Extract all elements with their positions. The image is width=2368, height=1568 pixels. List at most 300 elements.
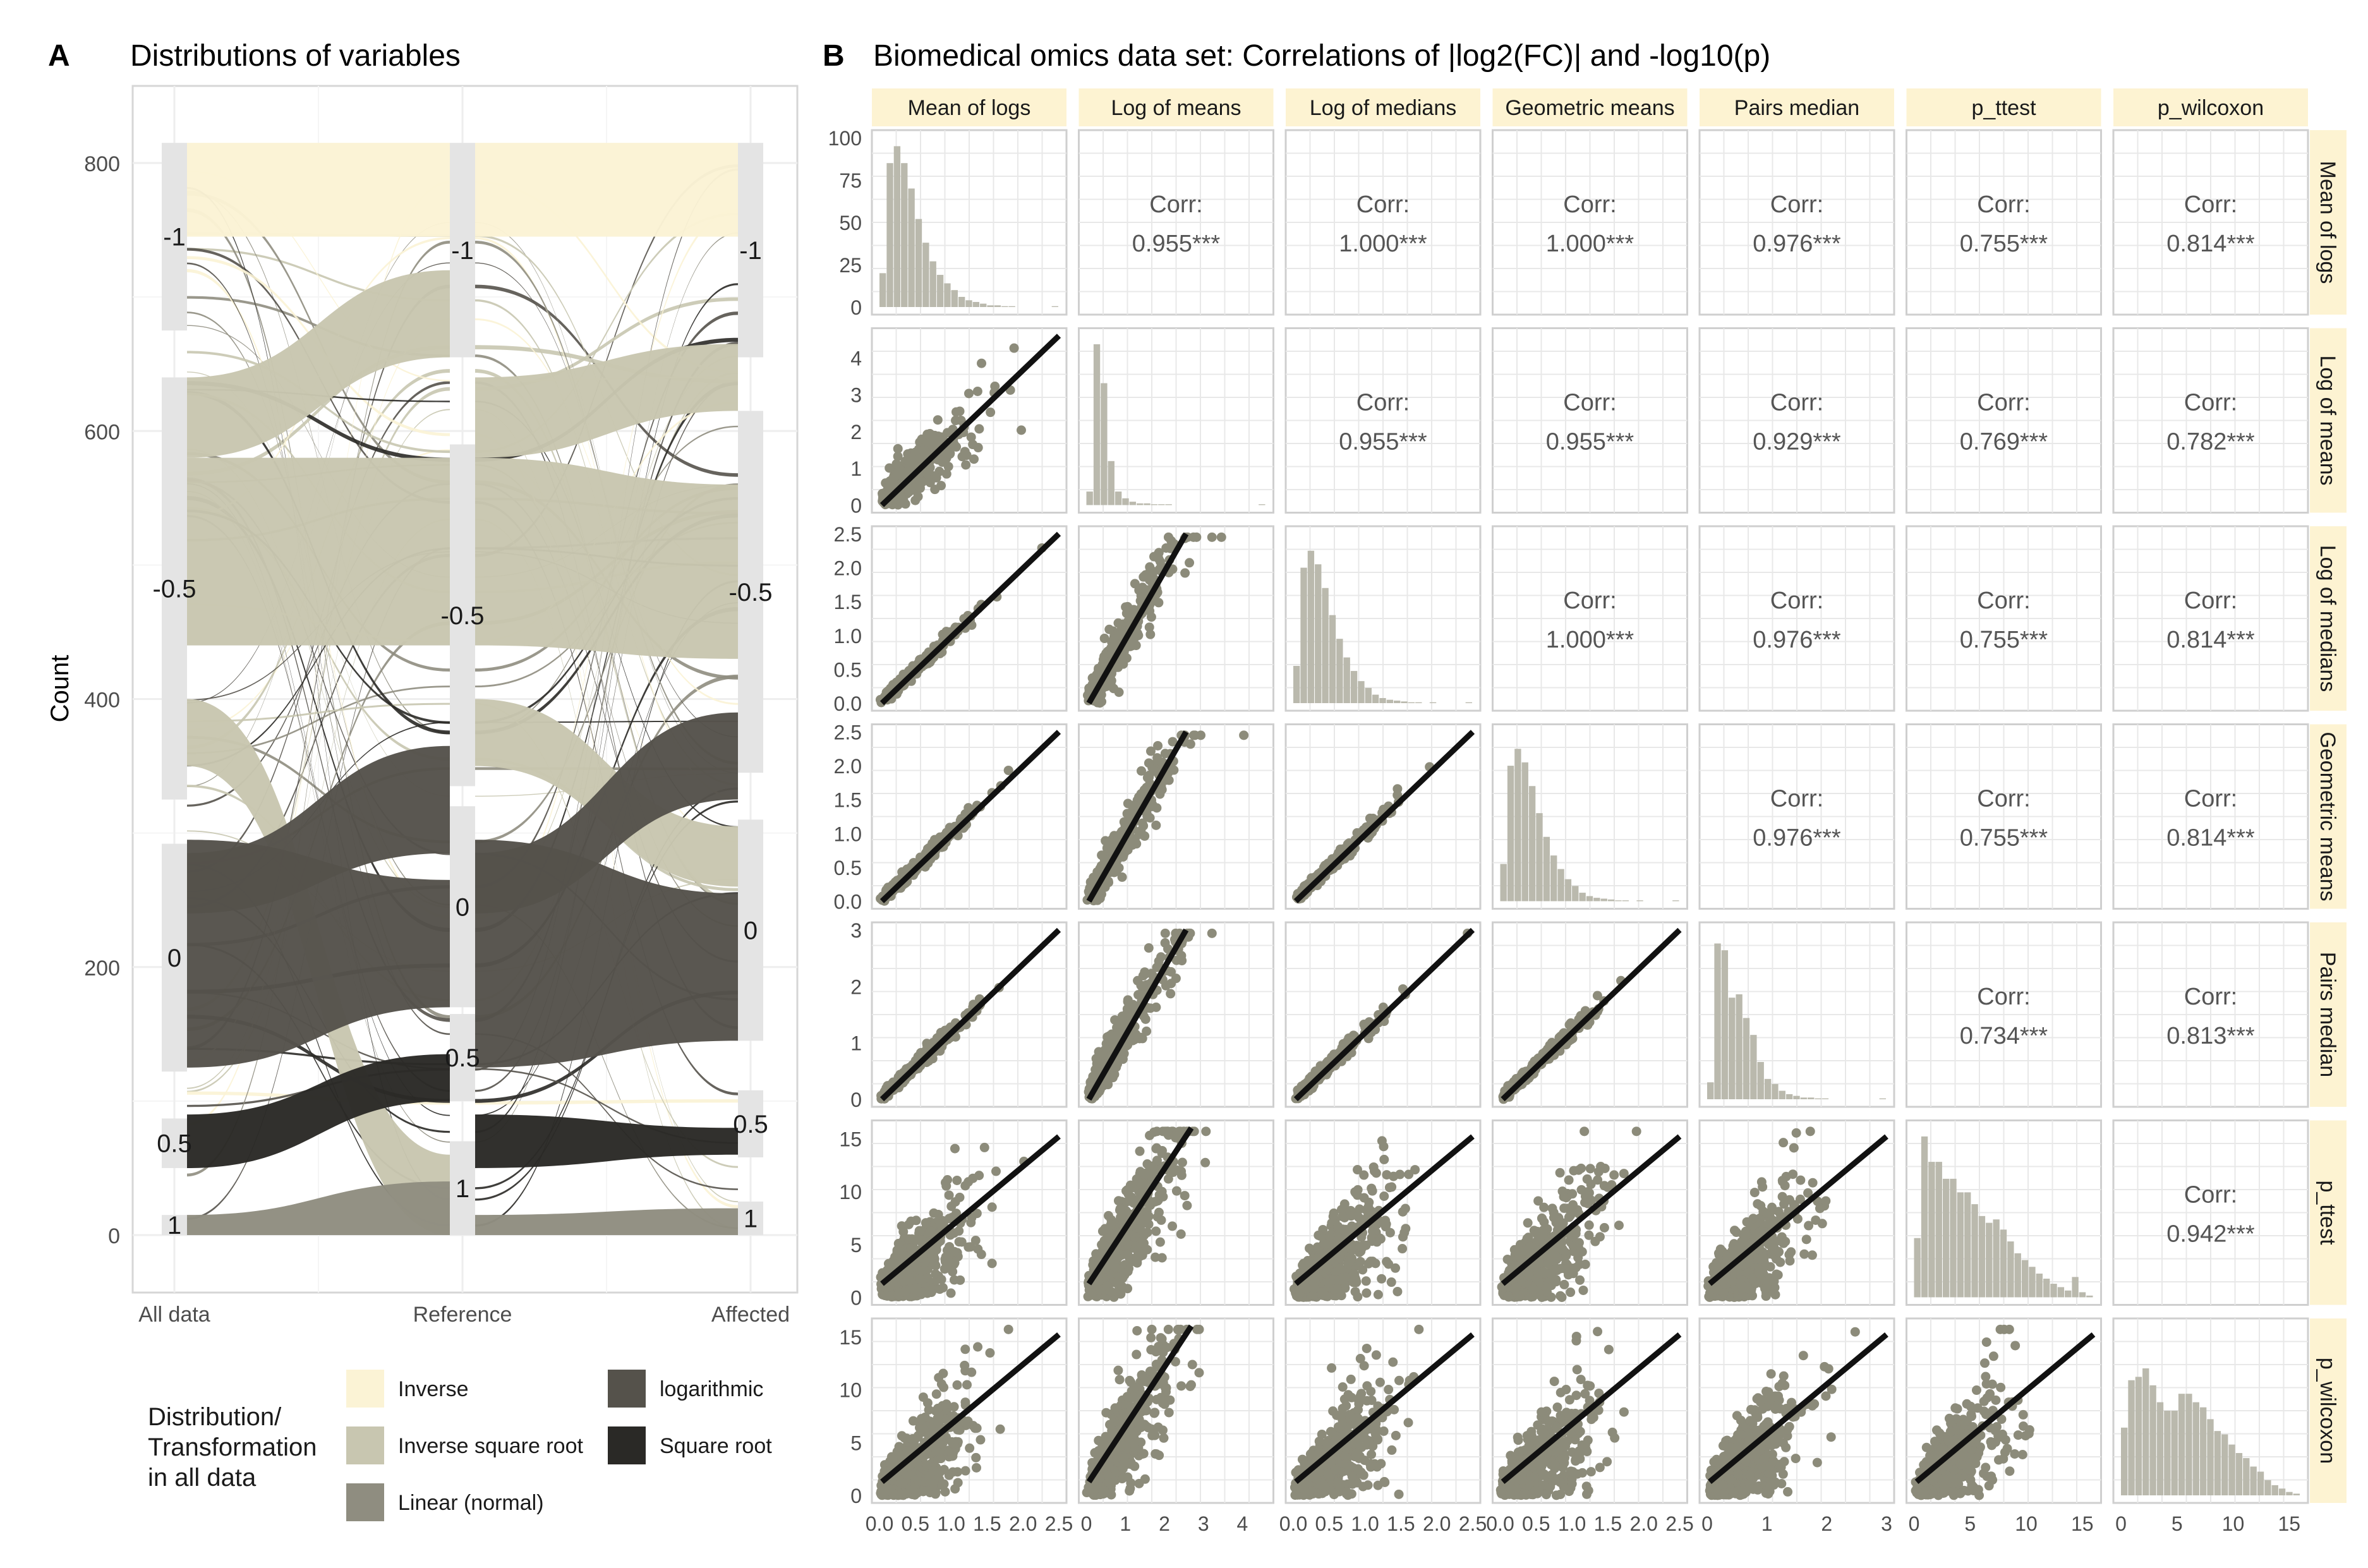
histogram-bar bbox=[1729, 998, 1735, 1099]
histogram-bar bbox=[886, 163, 893, 307]
scatter-point bbox=[941, 1181, 951, 1191]
histogram-bar bbox=[1293, 666, 1300, 703]
histogram-bar bbox=[1151, 504, 1157, 505]
scatter-point bbox=[971, 1236, 981, 1245]
alluvial-stratum-label: -1 bbox=[739, 236, 762, 265]
alluvial-flow bbox=[187, 143, 450, 236]
histogram-bar bbox=[1507, 766, 1514, 901]
scatter-point bbox=[1118, 872, 1127, 882]
histogram-bar bbox=[1808, 1097, 1814, 1099]
corr-label: Corr: bbox=[2184, 191, 2238, 218]
matrix-panel bbox=[1079, 725, 1274, 909]
alluvial-stratum-label: -1 bbox=[163, 223, 186, 251]
row-strip-label: Geometric means bbox=[2316, 732, 2340, 902]
histogram-bar bbox=[1300, 568, 1307, 703]
histogram-bar bbox=[1329, 615, 1336, 703]
alluvial-y-ticks bbox=[84, 152, 120, 1248]
scatter-point bbox=[951, 407, 961, 417]
alluvial-stratum-label: 0.5 bbox=[157, 1130, 192, 1158]
column-strip-label: Pairs median bbox=[1734, 96, 1860, 120]
histogram-bar bbox=[1536, 813, 1542, 901]
scatter-point bbox=[1110, 1032, 1120, 1041]
scatter-point bbox=[988, 1258, 997, 1268]
histogram-bar bbox=[1743, 1018, 1749, 1099]
histogram-bar bbox=[1543, 837, 1550, 902]
corr-label: Corr: bbox=[1563, 191, 1617, 218]
scatter-point bbox=[1147, 969, 1156, 979]
matrix-panel bbox=[2113, 329, 2308, 513]
row-strip-label: p_wilcoxon bbox=[2316, 1357, 2340, 1464]
scatter-point bbox=[1097, 850, 1106, 860]
scatter-point bbox=[1182, 1201, 1192, 1210]
matrix-panel bbox=[1286, 526, 1480, 711]
legend-label: Square root bbox=[660, 1434, 772, 1458]
histogram-bar bbox=[1108, 461, 1115, 505]
scatter-point bbox=[937, 1275, 946, 1284]
scatter-point bbox=[1180, 569, 1190, 578]
scatter-point bbox=[1169, 765, 1178, 775]
corr-value: 0.814*** bbox=[2166, 824, 2255, 852]
histogram-bar bbox=[1514, 749, 1521, 901]
legend-swatch bbox=[608, 1426, 646, 1464]
alluvial-y-tick-label: 200 bbox=[84, 956, 120, 980]
corr-label: Corr: bbox=[1977, 984, 2031, 1010]
scatter-point bbox=[914, 492, 923, 502]
histogram-bar bbox=[965, 300, 972, 307]
matrix-panel bbox=[1700, 130, 1894, 315]
histogram-bar bbox=[1522, 763, 1528, 902]
alluvial-stratum-label: 1 bbox=[743, 1205, 758, 1233]
matrix-panel bbox=[1907, 526, 2101, 711]
scatter-point bbox=[1091, 1067, 1101, 1076]
alluvial-y-tick-label: 400 bbox=[84, 688, 120, 713]
panel-a-letter: A bbox=[48, 39, 70, 73]
histogram-bar bbox=[1750, 1035, 1756, 1099]
column-strip-label: p_wilcoxon bbox=[2157, 96, 2264, 120]
column-strip-label: p_ttest bbox=[1971, 96, 2036, 120]
scatter-point bbox=[1189, 533, 1199, 542]
histogram-bar bbox=[1636, 900, 1643, 901]
column-strip-label: Log of means bbox=[1111, 96, 1241, 120]
scatter-point bbox=[964, 1177, 973, 1186]
scatter-point bbox=[1201, 1126, 1211, 1136]
scatter-point bbox=[1144, 758, 1154, 768]
histogram-bar bbox=[1344, 658, 1350, 703]
corr-label: Corr: bbox=[2184, 984, 2238, 1010]
matrix-panel bbox=[1493, 922, 1688, 1107]
histogram-bar bbox=[1758, 1062, 1764, 1099]
histogram-bar bbox=[1087, 492, 1093, 505]
histogram-bar bbox=[1550, 855, 1557, 901]
histogram-bar bbox=[1615, 900, 1621, 901]
histogram-bar bbox=[901, 163, 907, 307]
scatter-point bbox=[1017, 425, 1026, 435]
histogram-bar bbox=[1593, 898, 1600, 901]
corr-value: 0.929*** bbox=[1753, 428, 1841, 455]
matrix-panel bbox=[1700, 526, 1894, 711]
scatter-point bbox=[948, 1267, 957, 1276]
scatter-point bbox=[915, 1274, 924, 1284]
alluvial-y-tick-label: 600 bbox=[84, 420, 120, 445]
histogram-bar bbox=[1608, 900, 1614, 902]
scatter-point bbox=[943, 1253, 953, 1262]
legend-swatch bbox=[346, 1370, 384, 1408]
histogram-bar bbox=[930, 262, 936, 307]
corr-value: 0.755*** bbox=[1959, 627, 2048, 653]
scatter-point bbox=[977, 359, 986, 368]
row-strip-label: Pairs median bbox=[2316, 951, 2340, 1078]
scatter-point bbox=[914, 453, 924, 462]
matrix-panel bbox=[872, 1121, 1066, 1305]
alluvial-stratum-label: 0 bbox=[455, 893, 470, 922]
scatter-point bbox=[930, 485, 939, 494]
scatter-point bbox=[1207, 929, 1217, 938]
matrix-panel bbox=[1907, 130, 2101, 315]
scatter-point bbox=[926, 1226, 935, 1236]
scatter-point bbox=[1166, 979, 1176, 988]
histogram-bar bbox=[987, 305, 993, 307]
scatter-point bbox=[955, 1193, 964, 1202]
matrix-panel bbox=[1079, 329, 1274, 513]
scatter-point bbox=[1239, 730, 1248, 740]
matrix-panel bbox=[1079, 922, 1274, 1107]
histogram-bar bbox=[915, 219, 922, 307]
corr-value: 0.813*** bbox=[2166, 1023, 2255, 1049]
matrix-panel bbox=[872, 329, 1066, 513]
matrix-panel bbox=[1079, 526, 1274, 711]
corr-label: Corr: bbox=[1770, 389, 1824, 416]
corr-label: Corr: bbox=[1977, 191, 2031, 218]
scatter-point bbox=[957, 452, 967, 461]
scatter-point bbox=[1113, 618, 1123, 628]
matrix-panel bbox=[1286, 130, 1480, 315]
scatter-point bbox=[1161, 929, 1170, 938]
histogram-bar bbox=[973, 302, 979, 307]
corr-value: 0.782*** bbox=[2166, 428, 2255, 455]
legend-swatch bbox=[346, 1426, 384, 1464]
alluvial-stratum-label: 0 bbox=[167, 944, 182, 972]
legend-swatch bbox=[608, 1370, 646, 1408]
scatter-point bbox=[946, 1288, 956, 1298]
scatter-point bbox=[1157, 1215, 1166, 1225]
scatter-point bbox=[1151, 821, 1161, 830]
scatter-point bbox=[961, 460, 970, 469]
corr-label: Corr: bbox=[1356, 191, 1410, 218]
scatter-point bbox=[892, 471, 902, 480]
histogram-bar bbox=[1336, 639, 1343, 703]
histogram-bar bbox=[1586, 896, 1593, 901]
corr-value: 0.955*** bbox=[1545, 428, 1634, 455]
corr-label: Corr: bbox=[1563, 588, 1617, 614]
alluvial-x-tick-label: All data bbox=[138, 1303, 210, 1327]
legend-label: Linear (normal) bbox=[398, 1491, 544, 1515]
histogram-bar bbox=[1101, 383, 1107, 505]
histogram-bar bbox=[1394, 701, 1400, 703]
histogram-bar bbox=[1601, 898, 1607, 901]
row-strip-label: Mean of logs bbox=[2316, 160, 2340, 284]
scatter-point bbox=[1121, 602, 1130, 612]
matrix-panel bbox=[872, 725, 1066, 909]
alluvial-flow bbox=[475, 458, 738, 659]
scatter-point bbox=[1101, 836, 1110, 845]
histogram-bar bbox=[1322, 588, 1328, 703]
scatter-point bbox=[1166, 989, 1175, 998]
matrix-panel bbox=[1286, 725, 1480, 909]
histogram-bar bbox=[1351, 671, 1357, 703]
scatter-point bbox=[910, 1234, 920, 1244]
histogram-bar bbox=[1365, 688, 1372, 703]
alluvial-stratum-label: 0 bbox=[743, 917, 758, 945]
legend-label: logarithmic bbox=[660, 1377, 764, 1401]
alluvial-stratum-label: -0.5 bbox=[728, 578, 773, 606]
corr-value: 1.000*** bbox=[1545, 627, 1634, 653]
scatter-point bbox=[1152, 753, 1162, 763]
matrix-panel bbox=[872, 130, 1066, 315]
histogram-bar bbox=[1736, 994, 1742, 1099]
alluvial-flow bbox=[475, 143, 738, 236]
scatter-point bbox=[1109, 635, 1118, 644]
histogram-bar bbox=[1565, 879, 1571, 902]
legend-label: Inverse bbox=[398, 1377, 469, 1401]
scatter-point bbox=[967, 432, 976, 442]
scatter-point bbox=[1164, 776, 1174, 785]
legend-title-line: Transformation bbox=[148, 1433, 317, 1461]
corr-value: 0.976*** bbox=[1753, 231, 1841, 257]
scatter-point bbox=[1161, 543, 1171, 553]
scatter-point bbox=[906, 1217, 915, 1226]
scatter-point bbox=[1104, 877, 1113, 887]
histogram-bar bbox=[1401, 701, 1407, 703]
histogram-bar bbox=[1158, 504, 1164, 505]
histogram-bar bbox=[1094, 344, 1100, 505]
histogram-bar bbox=[1379, 698, 1386, 703]
corr-label: Corr: bbox=[2184, 389, 2238, 416]
histogram-bar bbox=[1779, 1091, 1785, 1099]
scatter-point bbox=[964, 389, 974, 398]
scatter-point bbox=[1564, 1020, 1574, 1030]
scatter-point bbox=[1127, 800, 1137, 810]
histogram-bar bbox=[1722, 950, 1728, 1099]
scatter-point bbox=[1168, 1221, 1177, 1231]
scatter-point bbox=[1108, 642, 1117, 652]
corr-value: 0.955*** bbox=[1132, 231, 1221, 257]
histogram-bar bbox=[1358, 681, 1364, 703]
histogram-bar bbox=[1315, 564, 1321, 703]
corr-label: Corr: bbox=[2184, 588, 2238, 614]
legend-swatch bbox=[346, 1483, 384, 1521]
matrix-panel bbox=[1700, 922, 1894, 1107]
histogram-bar bbox=[1786, 1094, 1792, 1099]
scatter-point bbox=[1144, 943, 1154, 953]
corr-label: Corr: bbox=[2184, 785, 2238, 812]
scatter-point bbox=[935, 1284, 945, 1294]
scatter-point bbox=[921, 1218, 931, 1227]
histogram-bar bbox=[980, 304, 986, 307]
alluvial-stratum-label: -0.5 bbox=[440, 601, 485, 630]
alluvial-x-tick-label: Reference bbox=[413, 1303, 512, 1327]
scatter-point bbox=[974, 1171, 984, 1180]
scatter-point bbox=[1118, 1011, 1127, 1021]
panel-b bbox=[823, 39, 2347, 1535]
scatter-point bbox=[929, 1209, 939, 1218]
row-strip-label: Log of means bbox=[2316, 355, 2340, 486]
histogram-bar bbox=[879, 273, 886, 307]
scatter-point bbox=[974, 443, 983, 452]
scatter-point bbox=[1154, 598, 1163, 607]
scatter-point bbox=[1154, 554, 1163, 564]
corr-label: Corr: bbox=[1770, 191, 1824, 218]
histogram-bar bbox=[1501, 864, 1507, 902]
histogram-bar bbox=[1557, 869, 1564, 902]
histogram-bar bbox=[908, 188, 914, 307]
corr-label: Corr: bbox=[1149, 191, 1203, 218]
scatter-point bbox=[1164, 533, 1173, 542]
histogram-bar bbox=[1165, 504, 1171, 505]
scatter-point bbox=[915, 1266, 925, 1276]
corr-value: 0.976*** bbox=[1753, 824, 1841, 852]
histogram-bar bbox=[894, 146, 900, 307]
scatter-point bbox=[891, 459, 901, 469]
histogram-bar bbox=[1579, 893, 1585, 901]
histogram-bar bbox=[937, 275, 943, 307]
scatter-point bbox=[1161, 938, 1170, 948]
legend-label: Inverse square root bbox=[398, 1434, 583, 1458]
histogram-bar bbox=[1259, 504, 1265, 505]
scatter-point bbox=[1147, 612, 1156, 622]
scatter-point bbox=[1207, 533, 1217, 542]
histogram-bar bbox=[1372, 695, 1379, 703]
corr-value: 0.769*** bbox=[1959, 428, 2048, 455]
scatter-point bbox=[1155, 789, 1164, 799]
alluvial-x-tick-label: Affected bbox=[711, 1303, 790, 1327]
histogram-bar bbox=[1052, 306, 1058, 307]
alluvial-x-ticks bbox=[138, 1303, 790, 1327]
scatter-point bbox=[893, 1290, 903, 1300]
alluvial-stratum-label: 0.5 bbox=[733, 1110, 768, 1138]
histogram-bar bbox=[1801, 1097, 1807, 1099]
corr-label: Corr: bbox=[1770, 588, 1824, 614]
scatter-point bbox=[988, 1202, 997, 1212]
matrix-panel bbox=[1079, 130, 1274, 315]
alluvial-y-tick-label: 0 bbox=[108, 1224, 120, 1248]
matrix-panel bbox=[1907, 725, 2101, 909]
alluvial-stratum-label: -0.5 bbox=[152, 575, 196, 603]
scatter-point bbox=[950, 1144, 960, 1154]
scatter-point bbox=[886, 479, 895, 489]
matrix-panel bbox=[1493, 130, 1688, 315]
matrix-panel bbox=[1493, 725, 1688, 909]
alluvial-stratum-label: 0.5 bbox=[445, 1044, 480, 1072]
row-strip-label: p_ttest bbox=[2316, 1180, 2340, 1245]
matrix-panel bbox=[1700, 725, 1894, 909]
histogram-bar bbox=[1714, 943, 1720, 1099]
histogram-bar bbox=[1144, 504, 1150, 505]
scatter-point bbox=[990, 382, 1000, 391]
scatter-point bbox=[1186, 739, 1195, 749]
histogram-bar bbox=[1008, 306, 1015, 307]
matrix-panel bbox=[1079, 1121, 1274, 1305]
scatter-point bbox=[884, 1259, 893, 1269]
alluvial-stratum-label: 1 bbox=[167, 1212, 182, 1240]
scatter-point bbox=[1139, 981, 1148, 991]
scatter-point bbox=[1104, 625, 1114, 634]
histogram-bar bbox=[1765, 1079, 1771, 1099]
scatter-point bbox=[915, 1226, 924, 1236]
scatter-point bbox=[1137, 789, 1146, 799]
scatter-point bbox=[1138, 819, 1147, 828]
scatter-point bbox=[980, 1143, 989, 1152]
corr-value: 0.755*** bbox=[1959, 231, 2048, 257]
histogram-bar bbox=[1622, 900, 1629, 901]
matrix-panel bbox=[1493, 329, 1688, 513]
scatter-point bbox=[1145, 622, 1154, 632]
panel-b-letter: B bbox=[823, 39, 845, 73]
scatter-point bbox=[1180, 1191, 1190, 1200]
alluvial-y-tick-label: 800 bbox=[84, 152, 120, 176]
corr-label: Corr: bbox=[1770, 785, 1824, 812]
scatter-point bbox=[986, 407, 995, 417]
scatter-point bbox=[933, 415, 943, 425]
matrix-panel bbox=[1907, 922, 2101, 1107]
histogram-bar bbox=[1707, 1082, 1713, 1099]
corr-label: Corr: bbox=[1977, 785, 2031, 812]
alluvial-y-label: Count bbox=[46, 654, 74, 723]
histogram-bar bbox=[994, 305, 1001, 307]
scatter-point bbox=[1177, 956, 1187, 965]
scatter-point bbox=[927, 441, 937, 450]
histogram-bar bbox=[1672, 900, 1679, 901]
scatter-point bbox=[1156, 1238, 1165, 1247]
histogram-bar bbox=[1772, 1084, 1778, 1099]
matrix-panel bbox=[1493, 526, 1688, 711]
corr-value: 0.976*** bbox=[1753, 627, 1841, 653]
scatter-point bbox=[1130, 579, 1140, 588]
matrix-panel bbox=[1907, 329, 2101, 513]
scatter-point bbox=[1196, 730, 1205, 740]
scatter-matrix bbox=[828, 88, 2347, 1535]
histogram-bar bbox=[1115, 492, 1121, 505]
matrix-panel bbox=[1286, 922, 1480, 1107]
scatter-point bbox=[1100, 634, 1109, 643]
scatter-point bbox=[1128, 641, 1137, 650]
scatter-point bbox=[1185, 558, 1194, 567]
scatter-point bbox=[914, 481, 923, 491]
scatter-point bbox=[952, 1176, 962, 1185]
histogram-bar bbox=[1308, 551, 1314, 703]
corr-value: 0.734*** bbox=[1959, 1023, 2048, 1049]
histogram-bar bbox=[1122, 498, 1128, 505]
corr-label: Corr: bbox=[1977, 389, 2031, 416]
scatter-point bbox=[927, 430, 936, 440]
scatter-point bbox=[977, 1250, 986, 1259]
matrix-panel bbox=[2113, 130, 2308, 315]
corr-value: 0.955*** bbox=[1339, 428, 1427, 455]
scatter-point bbox=[1010, 344, 1019, 353]
corr-value: 1.000*** bbox=[1545, 231, 1634, 257]
scatter-point bbox=[945, 1190, 954, 1200]
scatter-point bbox=[955, 1276, 965, 1285]
matrix-panel bbox=[872, 526, 1066, 711]
scatter-point bbox=[1156, 952, 1166, 962]
histogram-bar bbox=[1387, 700, 1393, 703]
alluvial-stratum-label: -1 bbox=[451, 236, 474, 265]
corr-label: Corr: bbox=[1356, 389, 1410, 416]
scatter-point bbox=[1217, 533, 1226, 542]
scatter-point bbox=[1115, 687, 1124, 697]
histogram-bar bbox=[951, 290, 958, 307]
histogram-bar bbox=[944, 283, 950, 307]
scatter-point bbox=[991, 1167, 1001, 1176]
